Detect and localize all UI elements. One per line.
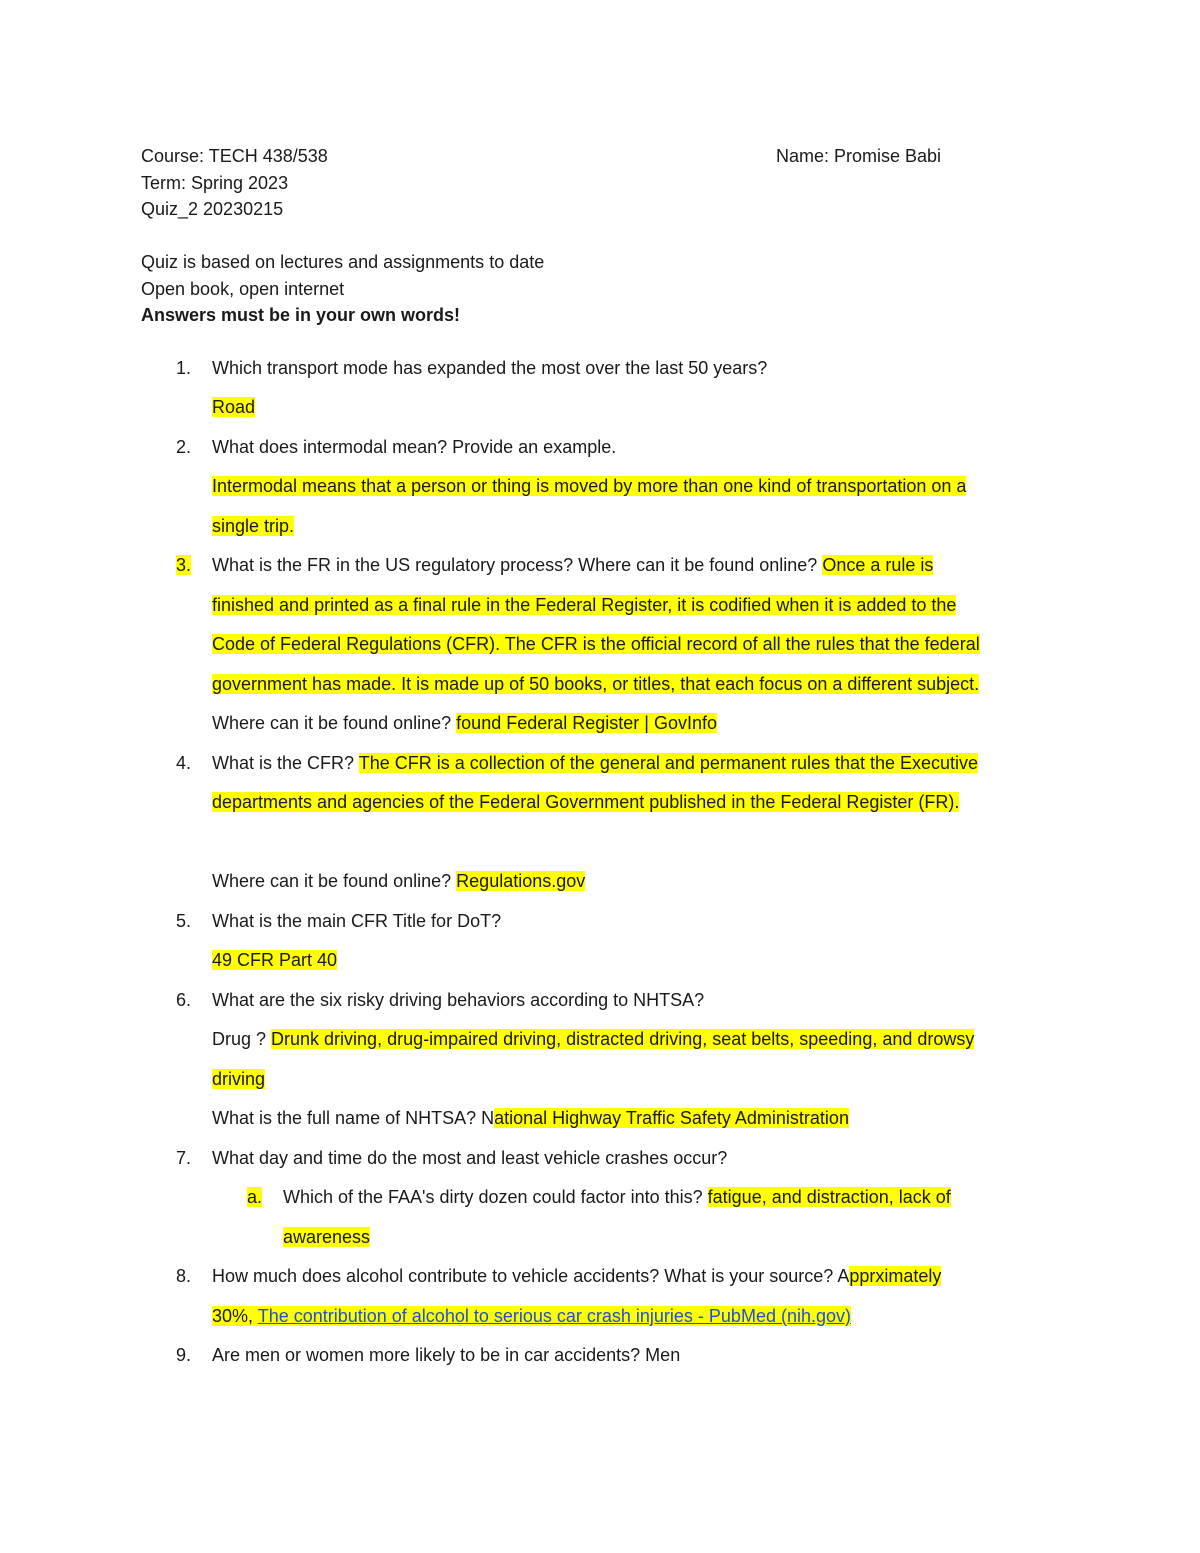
q2-answer-text2: single trip.: [212, 516, 295, 536]
q6-sub-answer: ational Highway Traffic Safety Administration: [494, 1108, 849, 1128]
q7a-number-text: a.: [247, 1187, 263, 1207]
q1-question: Which transport mode has expanded the most over the last 50 years?: [212, 358, 768, 378]
q4-answer-line2: [212, 789, 959, 815]
q3-sub-question: Where can it be found online?: [212, 713, 457, 733]
q7a-answer-text1: fatigue, and distraction, lack of: [707, 1187, 951, 1207]
q3-answer-line3: [212, 631, 980, 657]
q2-answer-text1: Intermodal means that a person or thing is moved by more than one kind of transportation on a: [212, 476, 967, 496]
student-name: Name: Promise Babi: [776, 146, 942, 166]
q3-number-text: 3.: [176, 555, 192, 575]
quiz-id-line: Quiz_2 20230215: [141, 199, 284, 219]
q5-answer-text: 49 CFR Part 40: [212, 950, 338, 970]
q6-question: What are the six risky driving behaviors according to NHTSA?: [212, 990, 705, 1010]
q8-answer-line2: [212, 1303, 851, 1329]
term-line: Term: Spring 2023: [141, 173, 289, 193]
q4-number: 4.: [176, 753, 192, 773]
q1-answer: [212, 394, 255, 420]
q4-question-line: [212, 750, 978, 776]
q6-sub-question: What is the full name of NHTSA? N: [212, 1108, 495, 1128]
q7-question: What day and time do the most and least vehicle crashes occur?: [212, 1148, 728, 1168]
q7a-line1: [283, 1184, 951, 1210]
q3-number: [176, 552, 191, 578]
q5-number: 5.: [176, 911, 192, 931]
q8-question-line: [212, 1263, 941, 1289]
q2-question: What does intermodal mean? Provide an example.: [212, 437, 617, 457]
q8-source-link[interactable]: The contribution of alcohol to serious car crash injuries - PubMed (nih.gov): [257, 1306, 851, 1326]
q4-sub-question: Where can it be found online?: [212, 871, 457, 891]
q3-question: What is the FR in the US regulatory process? Where can it be found online?: [212, 555, 823, 575]
q7a-question: Which of the FAA's dirty dozen could factor into this?: [283, 1187, 708, 1207]
q3-answer-text4: government has made. It is made up of 50 books, or titles, that each focus on a different subject.: [212, 674, 980, 694]
q1-answer-text: Road: [212, 397, 256, 417]
q5-question: What is the main CFR Title for DoT?: [212, 911, 502, 931]
instruction-2: Open book, open internet: [141, 279, 345, 299]
q6-answer-line1: [212, 1026, 974, 1052]
q3-sub-line: [212, 710, 717, 736]
q9-number: 9.: [176, 1345, 192, 1365]
q4-answer-text1: The CFR is a collection of the general and permanent rules that the Executive: [358, 753, 979, 773]
q6-sub-line: [212, 1105, 849, 1131]
q6-prefix: Drug ?: [212, 1029, 272, 1049]
q9-question: Are men or women more likely to be in car accidents? Men: [212, 1345, 681, 1365]
q1-number: 1.: [176, 358, 192, 378]
q3-answer-text2: finished and printed as a final rule in the Federal Register, it is codified when it is added to the: [212, 595, 957, 615]
q2-answer-line1: [212, 473, 966, 499]
q3-sub-answer: found Federal Register | GovInfo: [456, 713, 717, 733]
q7a-answer-text2: awareness: [283, 1227, 371, 1247]
q7-number: 7.: [176, 1148, 192, 1168]
q6-answer-line2: [212, 1066, 265, 1092]
q3-answer-line4: [212, 671, 979, 697]
q8-number: 8.: [176, 1266, 192, 1286]
q3-answer-line2: [212, 592, 956, 618]
q3-answer-text1: Once a rule is: [822, 555, 934, 575]
instruction-3: Answers must be in your own words!: [141, 305, 461, 325]
q3-answer-text3: Code of Federal Regulations (CFR). The CFR is the official record of all the rules that the federal: [212, 634, 980, 654]
q3-question-line: [212, 552, 933, 578]
q4-sub-answer: Regulations.gov: [456, 871, 586, 891]
q6-answer-text1: Drunk driving, drug-impaired driving, distracted driving, seat belts, speeding, and drowsy: [271, 1029, 975, 1049]
q4-question: What is the CFR?: [212, 753, 359, 773]
q7a-number: [247, 1184, 262, 1210]
q6-number: 6.: [176, 990, 192, 1010]
q8-answer-text2: 30%,: [212, 1306, 258, 1326]
course-line: Course: TECH 438/538: [141, 146, 328, 166]
q5-answer: [212, 947, 337, 973]
instruction-1: Quiz is based on lectures and assignments to date: [141, 252, 545, 272]
q7a-line2: [283, 1224, 370, 1250]
q6-answer-text2: driving: [212, 1069, 266, 1089]
q2-number: 2.: [176, 437, 192, 457]
q4-sub-line: [212, 868, 585, 894]
q2-answer-line2: [212, 513, 294, 539]
q8-answer-text1: pprximately: [849, 1266, 942, 1286]
q8-question: How much does alcohol contribute to vehicle accidents? What is your source? A: [212, 1266, 850, 1286]
q4-answer-text2: departments and agencies of the Federal Government published in the Federal Register (FR).: [212, 792, 960, 812]
